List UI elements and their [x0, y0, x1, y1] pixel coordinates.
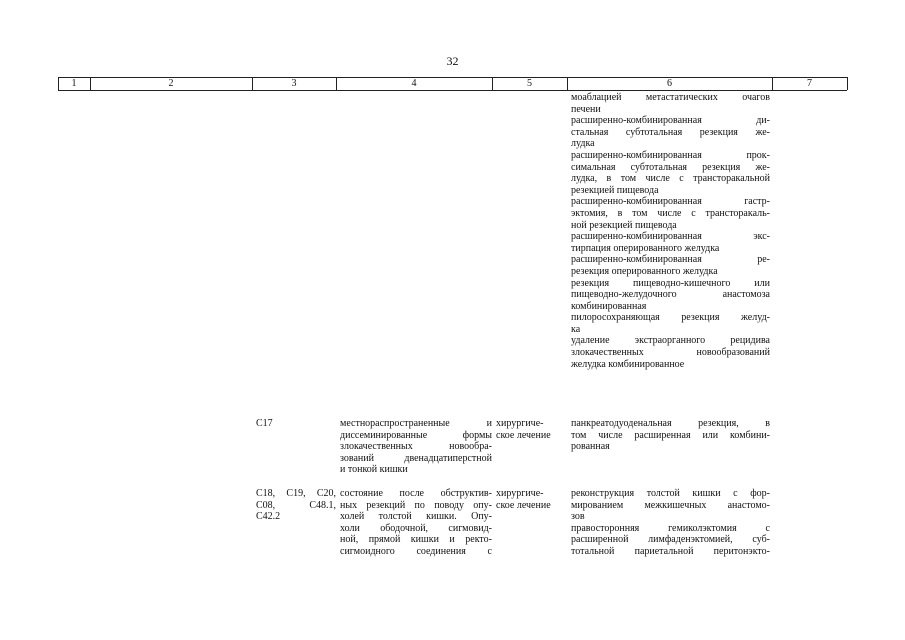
text-line: том числе расширенная или комбини- [571, 429, 770, 441]
text-line: комбинированная [571, 300, 647, 312]
text-line: C42.2 [256, 511, 281, 523]
text-line: злокачественных новообразований [571, 347, 770, 359]
row-0-col6-procedures [571, 92, 770, 370]
text-line: реконструкция толстой кишки с фор- [571, 488, 770, 499]
text-line: ское лечение [496, 499, 551, 511]
text-line: состояние после обструктив- [340, 488, 492, 499]
text-line: лудка, в том числе с трансторакальной [571, 173, 770, 185]
text-line: местнораспространенные и [340, 418, 492, 429]
text-line: злокачественных новообра- [340, 441, 492, 453]
text-line: печени [571, 103, 601, 115]
text-line: хирургиче- [496, 418, 544, 429]
text-line: зов [571, 511, 585, 523]
text-line: пищеводно-желудочного анастомоза [571, 289, 770, 301]
text-line: расширенно-комбинированная экс- [571, 231, 770, 243]
text-line: хирургиче- [496, 488, 544, 499]
text-line: расширенно-комбинированная ре- [571, 254, 770, 266]
text-line: лудка [571, 138, 595, 150]
text-line: сигмоидного соединения с [340, 545, 492, 557]
text-line: C17 [256, 418, 273, 429]
row-2-col5-treatment-type [496, 488, 564, 511]
text-line: холи ободочной, сигмовид- [340, 522, 492, 534]
text-line: ка [571, 323, 581, 335]
page-number: 32 [446, 54, 459, 68]
text-line: зований двенадцатиперстной [340, 452, 492, 464]
row-1-col6-procedures [571, 418, 770, 453]
text-line: ной, прямой кишки и ректо- [340, 534, 492, 546]
text-line: диссеминированные формы [340, 429, 492, 441]
column-header-3: 3 [291, 78, 297, 89]
column-header-1: 1 [71, 78, 77, 89]
text-line: рованная [571, 441, 610, 453]
text-line: холей толстой кишки. Опу- [340, 511, 492, 523]
column-header-6: 6 [667, 78, 672, 89]
row-1-col5-treatment-type [496, 418, 564, 441]
text-line: расширенно-комбинированная ди- [571, 115, 770, 127]
text-line: стальная субтотальная резекция же- [571, 126, 770, 138]
header-bottom-rule [58, 90, 847, 91]
text-line: C18, C19, C20, [256, 488, 336, 499]
text-line: расширенно-комбинированная гастр- [571, 196, 770, 208]
row-2-col4-diagnosis [340, 488, 492, 558]
text-line: резекция пищеводно-кишечного или [571, 277, 770, 289]
row-2-col6-procedures [571, 488, 770, 558]
column-header-4: 4 [411, 78, 417, 89]
text-line: желудка комбинированное [571, 358, 685, 370]
text-line: симальная субтотальная резекция же- [571, 161, 770, 173]
row-1-col4-diagnosis [340, 418, 492, 476]
text-line: пилоросохраняющая резекция желуд- [571, 312, 770, 324]
row-2-col3-icd-codes [256, 488, 336, 523]
text-line: ское лечение [496, 429, 551, 441]
text-line: C08, C48.1, [256, 499, 336, 511]
text-line: резекция оперированного желудка [571, 265, 718, 277]
header-border-right [847, 77, 848, 90]
text-line: тотальной париетальной перитонэкто- [571, 545, 770, 557]
text-line: расширенно-комбинированная прок- [571, 149, 770, 161]
text-line: резекцией пищевода [571, 184, 659, 196]
text-line: расширенной лимфаденэктомией, суб- [571, 534, 770, 546]
text-line: ной резекцией пищевода [571, 219, 677, 231]
text-line: правосторонняя гемиколэктомия с [571, 522, 770, 534]
column-header-7: 7 [807, 78, 812, 89]
text-line: эктомия, в том числе с трансторакаль- [571, 207, 770, 219]
text-line: удаление экстраорганного рецидива [571, 335, 770, 347]
column-header-5: 5 [527, 78, 532, 89]
text-line: тирпация оперированного желудка [571, 242, 720, 254]
text-line: ных резекций по поводу опу- [340, 499, 492, 511]
text-line: мированием межкишечных анастомо- [571, 499, 770, 511]
text-line: моаблацией метастатических очагов [571, 92, 770, 103]
row-1-col3-icd-codes [256, 418, 336, 430]
text-line: и тонкой кишки [340, 464, 408, 476]
text-line: панкреатодуоденальная резекция, в [571, 418, 770, 429]
column-header-2: 2 [168, 78, 174, 89]
